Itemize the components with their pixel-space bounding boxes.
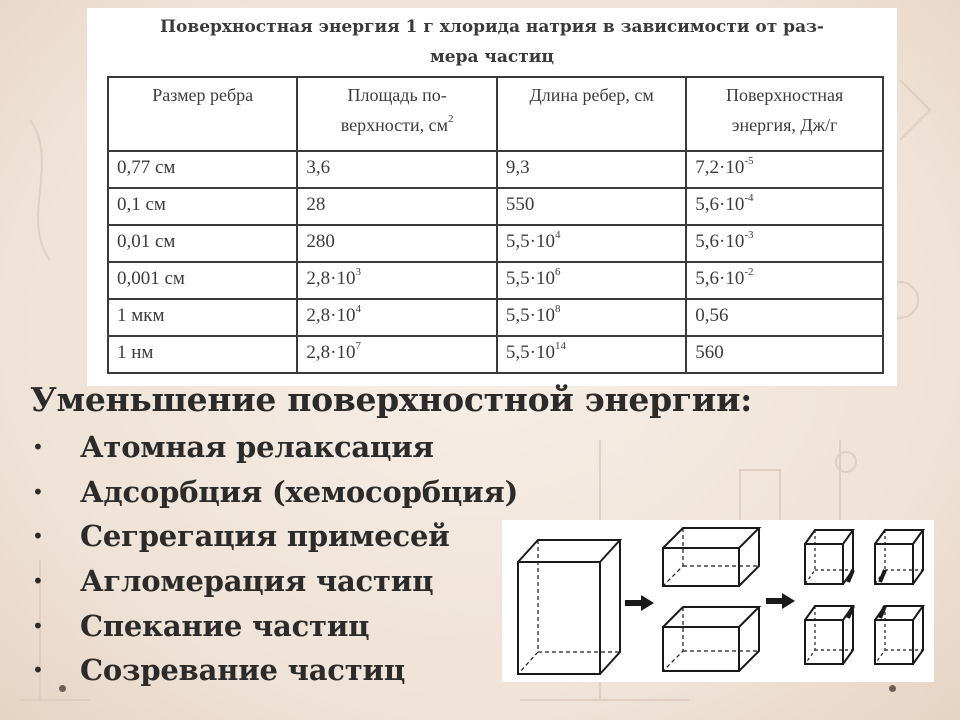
cell-value: 5,5·10 — [505, 268, 555, 289]
bullet-icon: • — [32, 524, 44, 549]
header-edge-length — [497, 77, 686, 151]
cell-exponent: -4 — [744, 192, 754, 204]
bullet-icon: • — [32, 658, 44, 683]
table-cell — [497, 188, 686, 225]
table-cell — [497, 336, 686, 373]
decorative-dot — [889, 685, 896, 692]
list-item — [30, 514, 518, 559]
small-cube-icon — [805, 530, 853, 584]
table-row — [108, 188, 883, 225]
cube-icon — [518, 540, 620, 674]
table-cell — [108, 336, 297, 373]
list-item-text: Атомная релаксация — [80, 430, 434, 465]
bullet-icon: • — [32, 479, 44, 504]
table-cell — [686, 225, 883, 262]
cell-value: 5,6·10 — [695, 231, 745, 252]
header-surface-area-line1: Площадь по- — [347, 85, 447, 105]
cell-value: 5,5·10 — [505, 231, 555, 252]
table-cell — [497, 225, 686, 262]
header-edge-size — [108, 77, 297, 151]
header-surface-area-sup: 2 — [448, 113, 454, 125]
arrow-right-icon — [766, 593, 795, 609]
cell-value: 5,5·10 — [505, 342, 555, 363]
reduction-methods-list — [30, 425, 518, 693]
table-cell — [108, 299, 297, 336]
cell-value: 560 — [695, 342, 724, 363]
cell-value: 2,8·10 — [306, 268, 356, 289]
header-edge-length-line1: Длина ребер, см — [529, 85, 654, 105]
cuboid-icon — [663, 607, 759, 671]
table-cell — [686, 151, 883, 188]
cell-exponent: 4 — [355, 303, 361, 315]
table-cell — [497, 151, 686, 188]
decorative-dot — [59, 685, 66, 692]
header-surface-area-line2: верхности, см — [340, 115, 449, 135]
table-row — [108, 262, 883, 299]
list-item-text: Созревание частиц — [80, 653, 406, 688]
table-row — [108, 225, 883, 262]
arrow-right-icon — [625, 595, 654, 611]
table-cell — [108, 262, 297, 299]
bullet-icon: • — [32, 569, 44, 594]
small-cube-icon — [805, 606, 853, 664]
list-item-text: Сегрегация примесей — [80, 519, 450, 554]
table-cell — [108, 225, 297, 262]
table-panel — [87, 8, 897, 386]
cell-value: 280 — [306, 231, 335, 252]
list-item — [30, 648, 518, 693]
header-surface-energy-line2: энергия, Дж/г — [731, 115, 838, 135]
list-item — [30, 425, 518, 470]
header-edge-size-line1: Размер ребра — [152, 85, 254, 105]
list-item — [30, 603, 518, 648]
cell-value: 550 — [505, 194, 535, 215]
table-row — [108, 299, 883, 336]
table-cell — [686, 262, 883, 299]
cell-value: 1 нм — [117, 342, 154, 363]
particle-division-diagram — [502, 520, 934, 682]
header-surface-area — [297, 77, 496, 151]
bullet-icon: • — [32, 613, 44, 638]
cell-value: 7,2·10 — [695, 157, 745, 178]
bullet-icon: • — [32, 435, 44, 460]
table-cell — [686, 188, 883, 225]
table-row — [108, 336, 883, 373]
cell-value: 9,3 — [505, 157, 530, 178]
list-item-text: Адсорбция (хемосорбция) — [80, 474, 519, 509]
table-cell — [297, 299, 496, 336]
cell-exponent: 8 — [554, 303, 561, 315]
cell-value: 5,6·10 — [695, 268, 745, 289]
cell-exponent: -5 — [744, 155, 754, 167]
small-cube-icon — [875, 530, 923, 584]
table-cell — [297, 151, 496, 188]
surface-energy-table — [107, 76, 884, 374]
cell-value: 0,01 см — [117, 231, 176, 252]
list-item-text: Спекание частиц — [80, 608, 370, 643]
cell-exponent: 7 — [355, 340, 361, 352]
table-cell — [497, 262, 686, 299]
cell-value: 2,8·10 — [306, 305, 356, 326]
table-cell — [108, 151, 297, 188]
header-surface-energy — [686, 77, 883, 151]
cell-value: 5,5·10 — [505, 305, 555, 326]
list-item — [30, 470, 518, 515]
cell-exponent: 3 — [355, 266, 361, 278]
table-cell — [108, 188, 297, 225]
section-heading: Уменьшение поверхностной энергии: — [30, 380, 753, 419]
cell-value: 3,6 — [306, 157, 331, 178]
cell-value: 2,8·10 — [306, 342, 356, 363]
cell-value: 0,77 см — [117, 157, 176, 178]
cell-exponent: -3 — [744, 229, 754, 241]
cube-splitting-illustration — [502, 520, 934, 682]
small-cube-icon — [875, 606, 923, 664]
cell-value: 5,6·10 — [695, 194, 745, 215]
cell-exponent: 6 — [554, 266, 561, 278]
cell-value: 1 мкм — [117, 305, 165, 326]
table-row — [108, 151, 883, 188]
table-cell — [297, 262, 496, 299]
cell-exponent: 4 — [554, 229, 561, 241]
header-surface-energy-line1: Поверхностная — [726, 85, 844, 105]
table-cell — [686, 336, 883, 373]
cell-value: 0,001 см — [117, 268, 185, 289]
cell-value: 0,56 — [695, 305, 729, 326]
cell-value: 28 — [306, 194, 326, 215]
table-cell — [297, 336, 496, 373]
list-item-text: Агломерация частиц — [80, 564, 434, 599]
cell-exponent: -2 — [744, 266, 754, 278]
cell-exponent: 14 — [554, 340, 566, 352]
table-title — [87, 12, 897, 72]
table-cell — [297, 225, 496, 262]
table-title-line2: мера частиц — [430, 47, 554, 67]
cuboid-icon — [663, 528, 759, 586]
list-item — [30, 559, 518, 604]
cell-value: 0,1 см — [117, 194, 166, 215]
table-cell — [297, 188, 496, 225]
table-cell — [686, 299, 883, 336]
table-cell — [497, 299, 686, 336]
table-header-row — [108, 77, 883, 151]
table-title-line1: Поверхностная энергия 1 г хлорида натрия в зависимости от раз- — [159, 17, 824, 37]
